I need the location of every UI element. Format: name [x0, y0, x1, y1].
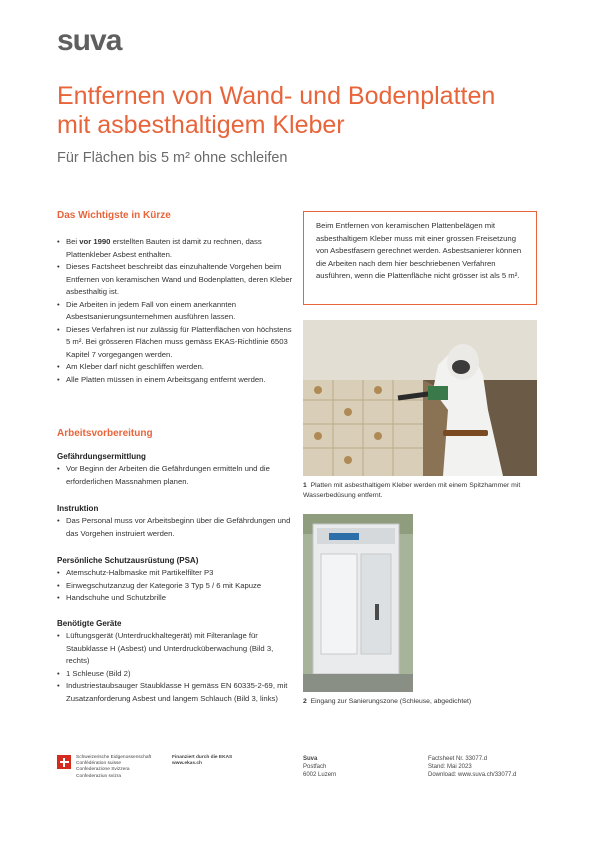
figure-2-caption: 2 Eingang zur Sanierungszone (Schleuse, abgedichtet)	[303, 698, 472, 705]
info-box	[303, 211, 537, 305]
photo-airlock	[303, 514, 413, 692]
summary-item: • Dieses Verfahren ist nur zulässig für Plattenflächen von höchstens 5 m². Bei grösseren Flächen muss gemäss EKAS-Richtlinie 6503 Kapitel 7 vorgegangen werden.	[57, 324, 297, 362]
list-item: • 1 Schleuse (Bild 2)	[57, 668, 297, 681]
preparation-heading: Arbeitsvorbereitung	[57, 428, 153, 439]
summary-list	[57, 236, 297, 386]
group-title: Benötigte Geräte	[57, 619, 122, 628]
page-title	[57, 82, 557, 140]
summary-heading: Das Wichtigste in Kürze	[57, 210, 171, 221]
group-title: Instruktion	[57, 504, 99, 513]
list-item: • Lüftungsgerät (Unterdruckhaltegerät) mit Filteranlage für Staubklasse H (Asbest) und Unterdrucküberwachung (Bild 3, rechts)	[57, 630, 297, 668]
list-item: • Einwegschutzanzug der Kategorie 3 Typ 5 / 6 mit Kapuze	[57, 580, 297, 593]
group-ppe	[57, 556, 297, 605]
photo-tile-removal	[303, 320, 537, 476]
info-box-text: Beim Entfernen von keramischen Plattenbelägen mit asbesthaltigem Kleber muss mit einer grossen Freisetzung von Asbestfasern gerechnet werden. Asbestsanierer können die Arbeiten nach dem hier beschriebenen Verfahren ausführen, wenn die Plattenfläche nicht grösser ist als 5 m².	[316, 221, 522, 280]
summary-item: • Am Kleber darf nicht geschliffen werden.	[57, 361, 297, 374]
list-item: • Atemschutz-Halbmaske mit Partikelfilter P3	[57, 567, 297, 580]
list-item: • Handschuhe und Schutzbrille	[57, 592, 297, 605]
group-title: Persönliche Schutzausrüstung (PSA)	[57, 556, 199, 565]
suva-logo: suva	[57, 24, 122, 57]
list-item: • Das Personal muss vor Arbeitsbeginn über die Gefährdungen und das Vorgehen instruiert werden.	[57, 515, 297, 540]
confederation-text: Schweizerische Eidgenossenschaft Confédération suisse Confederazione Svizzera Confederaziun svizra	[76, 755, 152, 779]
summary-item: • Dieses Factsheet beschreibt das einzuhaltende Vorgehen beim Entfernen von keramischen Wand und Bodenplatten, deren Kleber asbesthaltig ist.	[57, 261, 297, 299]
list-item: • Industriestaubsauger Staubklasse H gemäss EN 60335-2-69, mit Zusatzanforderung Asbest und langem Schlauch (Bild 3, links)	[57, 680, 297, 705]
group-equipment	[57, 619, 297, 705]
swiss-flag-icon	[57, 755, 71, 769]
page-subtitle: Für Flächen bis 5 m² ohne schleifen	[57, 150, 288, 166]
title-line-2: mit asbesthaltigem Kleber	[57, 111, 345, 139]
funding-text: Finanziert durch die EKAS www.ekas.ch	[172, 755, 233, 767]
summary-item: • Die Arbeiten in jedem Fall von einem anerkannten Asbestsanierungsunternehmen ausführen lassen.	[57, 299, 297, 324]
title-line-1: Entfernen von Wand- und Bodenplatten	[57, 82, 496, 110]
photo-airlock-image	[303, 514, 413, 692]
footer-factsheet-info: Factsheet Nr. 33077.d Stand: Mai 2023 Download: www.suva.ch/33077.d	[428, 755, 548, 779]
group-hazard	[57, 452, 297, 488]
summary-item: • Alle Platten müssen in einem Arbeitsgang entfernt werden.	[57, 374, 297, 387]
footer-address: Suva Postfach 6002 Luzern	[303, 756, 337, 778]
list-item: • Vor Beginn der Arbeiten die Gefährdungen ermitteln und die erforderlichen Massnahmen planen.	[57, 463, 297, 488]
photo-tile-removal-image	[303, 320, 537, 476]
download-link[interactable]: Download: www.suva.ch/33077.d	[428, 772, 517, 778]
figure-1-caption: 1 Platten mit asbesthaltigem Kleber werden mit einem Spitzhammer mit Wasserbedüsung entfernt.	[303, 482, 521, 499]
summary-item: • Bei vor 1990 erstellten Bauten ist damit zu rechnen, dass Plattenkleber Asbest enthalten.	[57, 236, 297, 261]
group-instruction	[57, 504, 297, 540]
group-title: Gefährdungsermittlung	[57, 452, 146, 461]
